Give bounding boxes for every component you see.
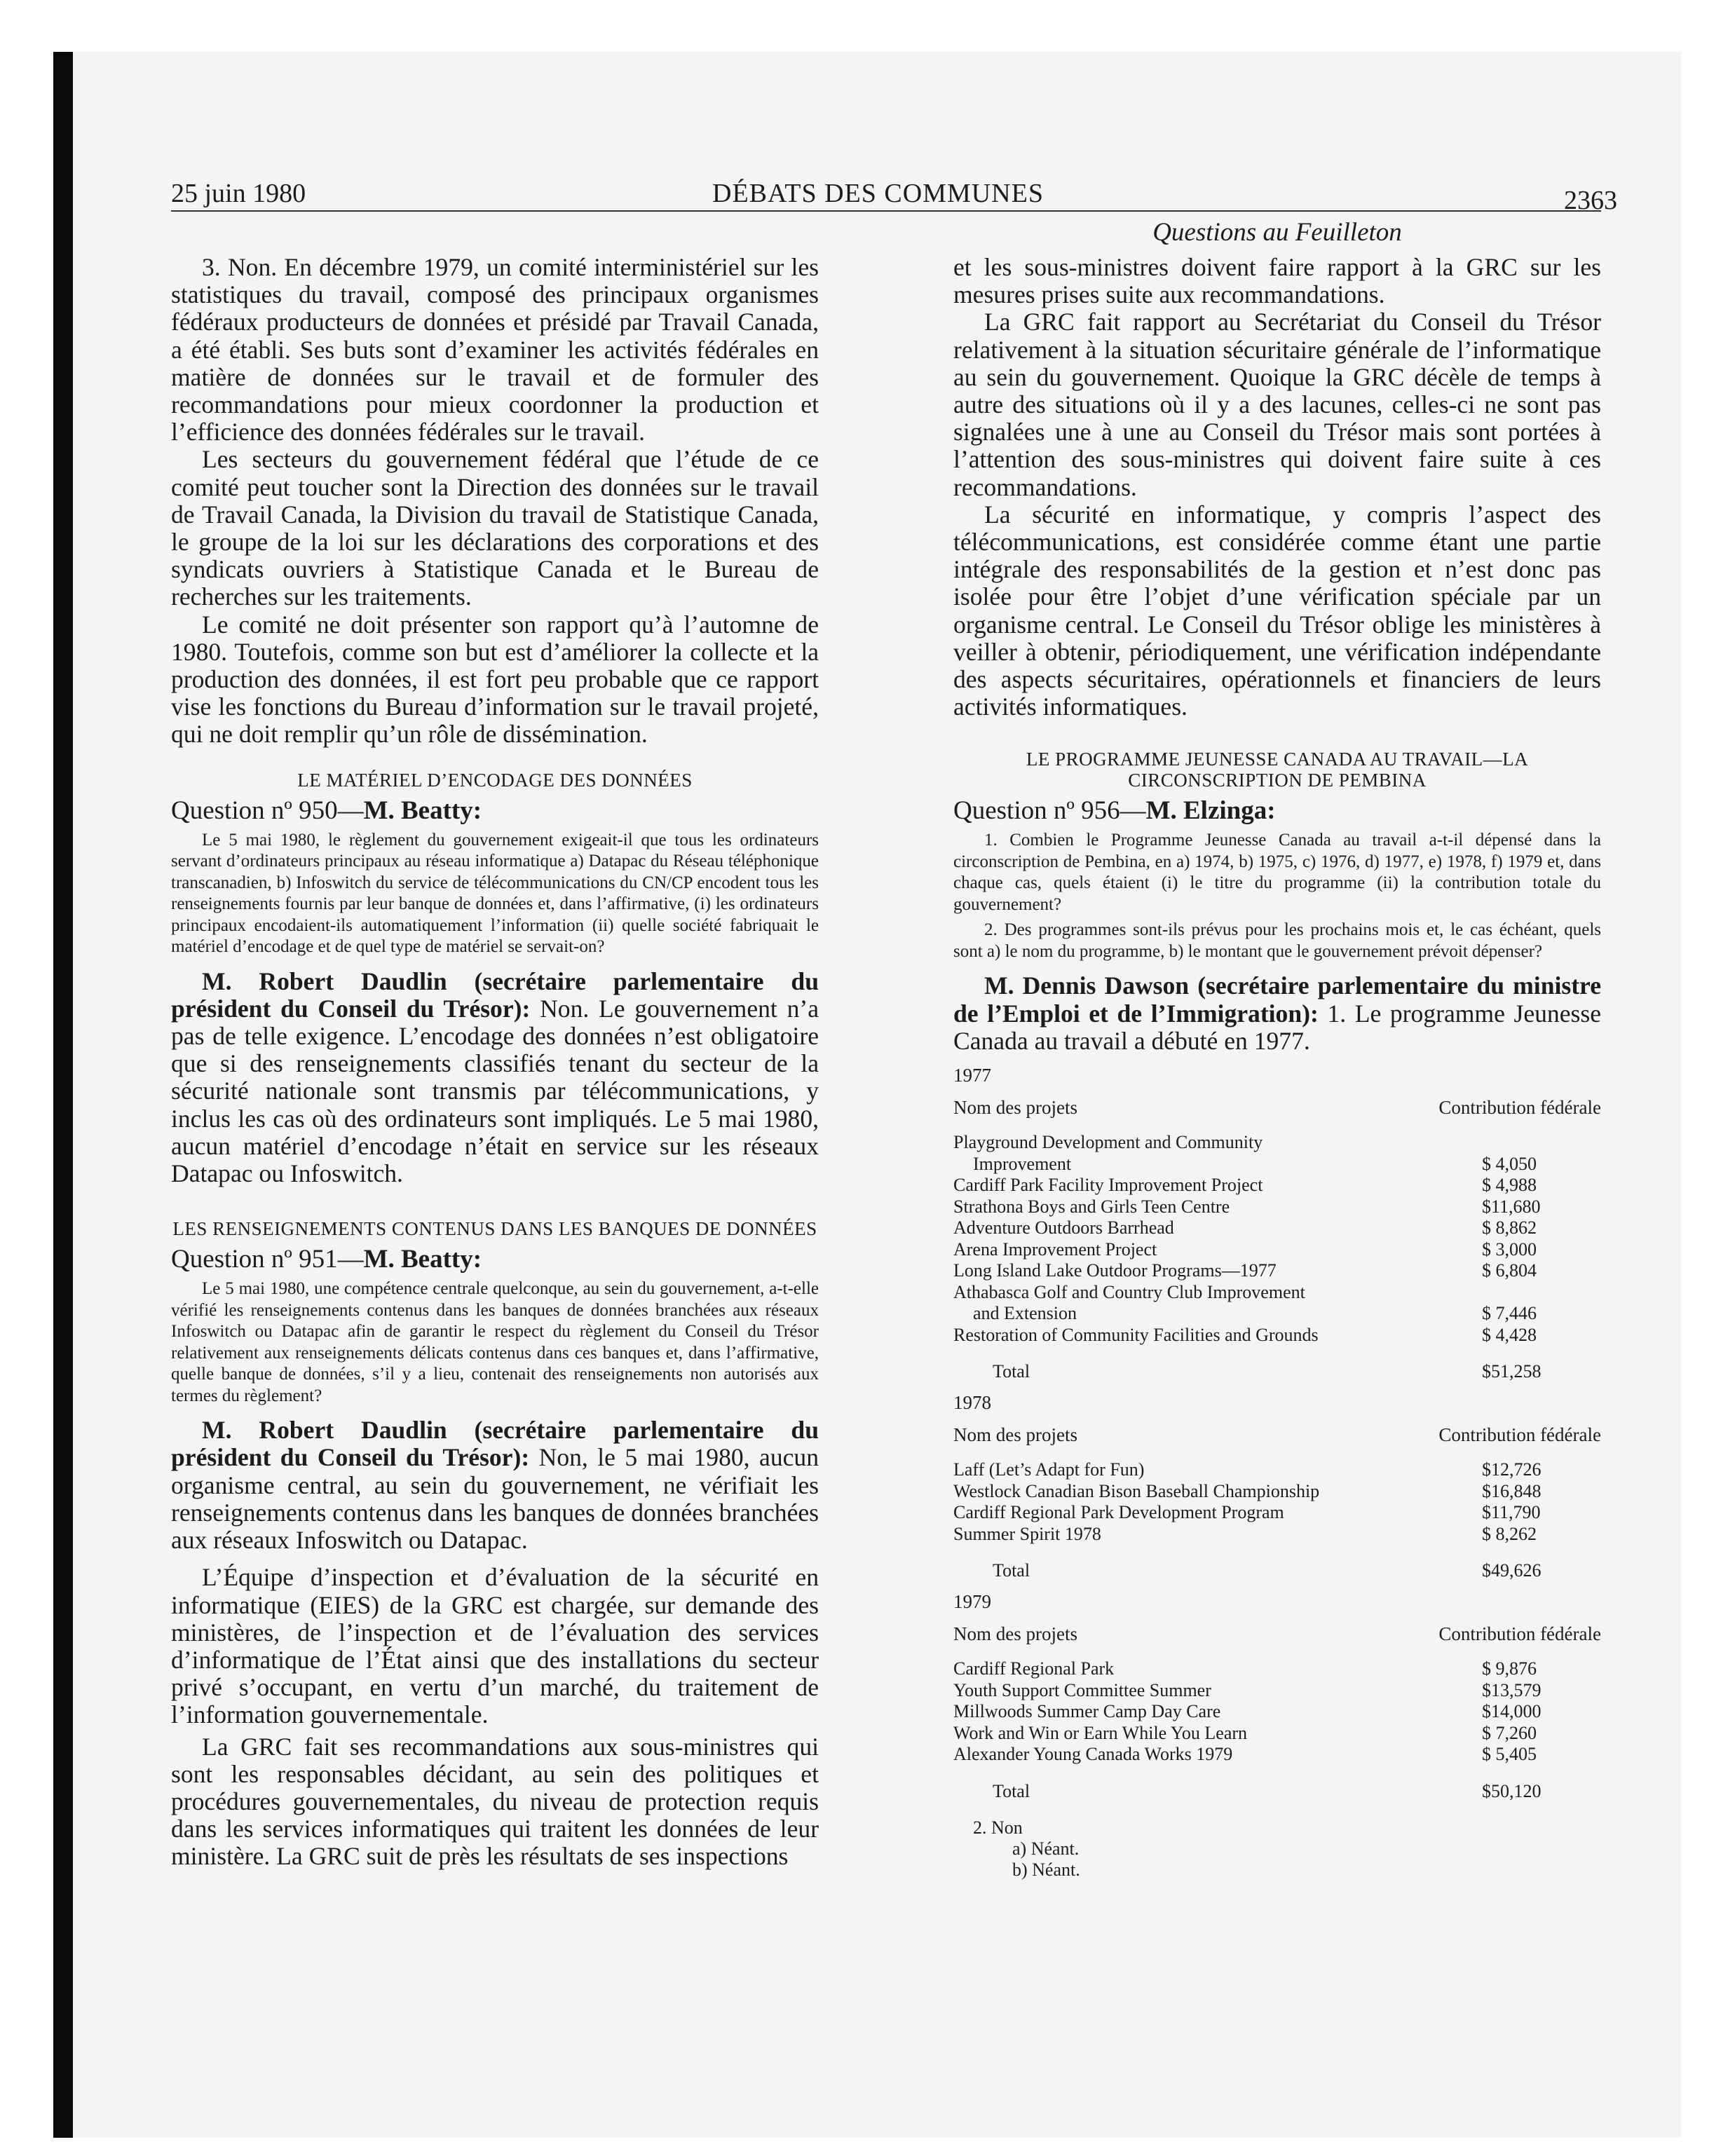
- table-row: [953, 1282, 1601, 1304]
- table-row: [953, 1680, 1601, 1702]
- table-body: [953, 1132, 1601, 1346]
- project-contribution: $ 5,405: [1482, 1744, 1537, 1765]
- project-name: Adventure Outdoors Barrhead: [953, 1217, 1174, 1239]
- total-value: $49,626: [1482, 1560, 1542, 1581]
- project-name: Alexander Young Canada Works 1979: [953, 1744, 1233, 1765]
- table-total-row: [953, 1781, 1601, 1802]
- table-header: [953, 1097, 1601, 1118]
- paragraph: La GRC fait rapport au Secrétariat du Conseil du Trésor relativement à la situation sécuritaire générale de l’informatique au sein du gouvernement. Quoique la GRC décèle de temps à autre des situations où il y a des lacunes, celles-ci ne sont pas signalées une à une au Conseil du Trésor mais sont portées à l’attention des sous-ministres qui doivent faire suite à ces recommandations.: [953, 308, 1601, 501]
- total-value: $50,120: [1482, 1780, 1542, 1801]
- table-row: [953, 1303, 1601, 1325]
- project-name: Millwoods Summer Camp Day Care: [953, 1701, 1221, 1722]
- table-row: [953, 1175, 1601, 1196]
- project-name: Long Island Lake Outdoor Programs—1977: [953, 1260, 1277, 1281]
- question-number: Question nº 956—: [953, 796, 1146, 826]
- speaker-name: M. Dennis Dawson (secrétaire parlementaire du ministre de l’Emploi et de l’Immigration):: [953, 971, 1601, 1028]
- table-total-row: [953, 1560, 1601, 1581]
- answer-paragraph: [171, 1417, 819, 1554]
- table-row: [953, 1658, 1601, 1680]
- section-heading: LE PROGRAMME JEUNESSE CANADA AU TRAVAIL—LA CIRCONSCRIPTION DE PEMBINA: [1026, 749, 1529, 791]
- project-name: Westlock Canadian Bison Baseball Championship: [953, 1480, 1320, 1501]
- question-line: [171, 1245, 819, 1274]
- column-header-value: Contribution fédérale: [1438, 1623, 1601, 1645]
- question-number: Question nº 951—: [171, 1245, 364, 1274]
- project-name: and Extension: [973, 1303, 1077, 1324]
- left-column: [171, 254, 819, 1871]
- question-author: M. Elzinga:: [1145, 796, 1276, 826]
- paragraph: La sécurité en informatique, y compris l’aspect des télécommunications, est considérée comme étant une partie intégrale des responsabilités de la gestion et n’est donc pas isolée pour être l’objet d’une vérification spéciale par un organisme central. Le Conseil du Trésor oblige les ministères à veiller à obtenir, périodiquement, une vérification indépendante des aspects sécuritaires, opérationnels et financiers de leurs activités informatiques.: [953, 500, 1601, 721]
- project-contribution: $ 4,988: [1482, 1175, 1537, 1196]
- section-subtitle: Questions au Feuilleton: [1152, 218, 1402, 247]
- total-label: Total: [993, 1361, 1030, 1382]
- total-value: $51,258: [1482, 1361, 1542, 1382]
- table-row: [953, 1325, 1601, 1346]
- project-contribution: $ 9,876: [1482, 1658, 1537, 1679]
- table-header: [953, 1623, 1601, 1644]
- table-row: [953, 1502, 1601, 1524]
- table-row: [953, 1744, 1601, 1766]
- speaker-name: M. Robert Daudlin (secrétaire parlementaire du président du Conseil du Trésor):: [171, 1416, 819, 1472]
- column-header-value: Contribution fédérale: [1438, 1424, 1601, 1446]
- table-year: 1978: [953, 1392, 991, 1414]
- project-name: Strathona Boys and Girls Teen Centre: [953, 1196, 1230, 1217]
- table-year: 1977: [953, 1065, 991, 1086]
- total-label: Total: [993, 1560, 1030, 1581]
- table-row: [953, 1481, 1601, 1503]
- table-header: [953, 1424, 1601, 1445]
- scanned-page: [53, 52, 1681, 2138]
- project-contribution: $11,680: [1482, 1196, 1541, 1217]
- answer-text: Non, le 5 mai 1980, aucun organisme central, au sein du gouvernement, ne vérifiait les renseignements contenus dans les banques de données branchées aux réseaux Infoswitch ou Datapac.: [171, 1443, 819, 1555]
- answer-2: 2. Non: [973, 1817, 1023, 1838]
- column-header-name: Nom des projets: [953, 1623, 1077, 1645]
- project-contribution: $ 4,050: [1482, 1153, 1537, 1174]
- question-text: Le 5 mai 1980, le règlement du gouvernement exigeait-il que tous les ordinateurs servant d’ordinateurs principaux au réseau informatique a) Datapac du Réseau téléphonique transcanadien, b) Infoswitch du service de télécommunications du CN/CP encodent tous les renseignements fournis par leur banque de données et, dans l’affirmative, (i) les ordinateurs principaux encodaient-ils automatiquement l’information (ii) quelle société fabriquait le matériel d’encodage et de quel type de matériel se servait-on?: [171, 830, 819, 957]
- question-line: [953, 796, 1601, 826]
- contribution-tables: [953, 1065, 1601, 1802]
- project-contribution: $ 3,000: [1482, 1239, 1537, 1260]
- project-contribution: $ 7,260: [1482, 1722, 1537, 1743]
- table-row: [953, 1723, 1601, 1745]
- project-name: Playground Development and Community: [953, 1132, 1263, 1153]
- answer-paragraph: [953, 972, 1601, 1055]
- total-label: Total: [993, 1780, 1030, 1801]
- project-contribution: [1482, 1132, 1601, 1154]
- project-contribution: $13,579: [1482, 1679, 1542, 1700]
- right-column: [953, 254, 1601, 1881]
- answer-paragraph: [171, 968, 819, 1188]
- paragraph: L’Équipe d’inspection et d’évaluation de la sécurité en informatique (EIES) de la GRC est chargée, sur demande des ministères, de l’inspection et de l’évaluation des services d’informatique de l’État ainsi que des installations du secteur privé s’occupant, en vertu d’un marché, du traitement de l’information gouvernementale.: [171, 1563, 819, 1729]
- project-name: Restoration of Community Facilities and Grounds: [953, 1324, 1319, 1345]
- question-line: [171, 796, 819, 826]
- question-author: M. Beatty:: [363, 1245, 482, 1274]
- question-text: 1. Combien le Programme Jeunesse Canada au travail a-t-il dépensé dans la circonscription de Pembina, en a) 1974, b) 1975, c) 1976, d) 1977, e) 1978, f) 1979 et, dans chaque cas, quels étaient (i) le titre du programme (ii) la contribution totale du gouvernement?: [953, 831, 1601, 914]
- answer-2b: b) Néant.: [1012, 1859, 1080, 1880]
- page-number: 2363: [1564, 186, 1617, 215]
- table-row: [953, 1154, 1601, 1175]
- project-name: Cardiff Park Facility Improvement Project: [953, 1175, 1263, 1196]
- paragraph: Les secteurs du gouvernement fédéral que l’étude de ce comité peut toucher sont la Direction des données sur le travail de Travail Canada, la Division du travail de Statistique Canada, le groupe de la loi sur les déclarations des corporations et des syndicats ouvriers à Statistique Canada et le Bureau de recherches sur les traitements.: [171, 445, 819, 611]
- project-name: Work and Win or Earn While You Learn: [953, 1722, 1248, 1743]
- project-name: Athabasca Golf and Country Club Improvement: [953, 1281, 1305, 1302]
- speaker-name: M. Robert Daudlin (secrétaire parlementaire du président du Conseil du Trésor):: [171, 967, 819, 1023]
- project-contribution: $ 6,804: [1482, 1260, 1537, 1281]
- table-row: [953, 1459, 1601, 1481]
- project-name: Arena Improvement Project: [953, 1239, 1157, 1260]
- table-row: [953, 1701, 1601, 1723]
- answer-2a: a) Néant.: [1012, 1838, 1080, 1859]
- project-name: Improvement: [973, 1153, 1072, 1174]
- table-row: [953, 1196, 1601, 1218]
- project-name: Cardiff Regional Park Development Program: [953, 1502, 1284, 1523]
- project-contribution: $ 7,446: [1482, 1303, 1537, 1324]
- table-row: [953, 1524, 1601, 1546]
- paragraph: et les sous-ministres doivent faire rapport à la GRC sur les mesures prises suite aux recommandations.: [953, 253, 1601, 309]
- header-title: DÉBATS DES COMMUNES: [712, 179, 1044, 208]
- table-year: 1979: [953, 1591, 991, 1613]
- project-contribution: $16,848: [1482, 1480, 1542, 1501]
- table-total-row: [953, 1361, 1601, 1382]
- table-row: [953, 1217, 1601, 1239]
- paragraph: 3. Non. En décembre 1979, un comité interministériel sur les statistiques du travail, composé des principaux organismes fédéraux producteurs de données et présidé par Travail Canada, a été établi. Ses buts sont d’examiner les activités fédérales en matière de données sur le travail et de formuler des recommandations pour mieux coordonner la production et l’efficience des données fédérales sur le travail.: [171, 253, 819, 446]
- project-contribution: $ 8,862: [1482, 1217, 1537, 1239]
- project-name: Summer Spirit 1978: [953, 1523, 1101, 1544]
- question-author: M. Beatty:: [363, 796, 482, 825]
- project-name: Laff (Let’s Adapt for Fun): [953, 1459, 1145, 1480]
- paragraph: La GRC fait ses recommandations aux sous-ministres qui sont les responsables décidant, au sein des politiques et procédures gouvernementales, du niveau de protection requis dans les services informatiques qui traitent les données de leur ministère. La GRC suit de près les résultats de ses inspections: [171, 1732, 819, 1871]
- table-body: [953, 1459, 1601, 1545]
- project-contribution: $14,000: [1482, 1701, 1542, 1722]
- answer-text: Non. Le gouvernement n’a pas de telle exigence. L’encodage des données n’est obligatoire que si des renseignements classifiés tenant du secteur de la sécurité nationale sont transmis par télécommunications, y inclus les cas où des ordinateurs sont impliqués. Le 5 mai 1980, aucun matériel d’encodage n’était en service sur les réseaux Datapac ou Infoswitch.: [171, 994, 819, 1188]
- project-contribution: $12,726: [1482, 1459, 1542, 1480]
- table-row: [953, 1239, 1601, 1261]
- project-contribution: $ 4,428: [1482, 1324, 1537, 1345]
- table-body: [953, 1658, 1601, 1766]
- project-contribution: $11,790: [1482, 1502, 1541, 1523]
- column-header-value: Contribution fédérale: [1438, 1097, 1601, 1119]
- section-heading: LE MATÉRIEL D’ENCODAGE DES DONNÉES: [297, 769, 693, 791]
- section-heading: LES RENSEIGNEMENTS CONTENUS DANS LES BANQUES DE DONNÉES: [172, 1218, 817, 1240]
- table-row: [953, 1260, 1601, 1282]
- table-row: [953, 1132, 1601, 1154]
- project-name: Youth Support Committee Summer: [953, 1679, 1211, 1700]
- question-text: 2. Des programmes sont-ils prévus pour les prochains mois et, le cas échéant, quels sont a) le nom du programme, b) le montant que le gouvernement prévoit dépenser?: [953, 920, 1601, 961]
- project-contribution: $ 8,262: [1482, 1523, 1537, 1544]
- project-contribution: [1482, 1282, 1601, 1304]
- question-text: Le 5 mai 1980, une compétence centrale quelconque, au sein du gouvernement, a-t-elle vérifié les renseignements contenus dans les banques de données branchées aux réseaux Infoswitch ou Datapac afin de garantir le respect du règlement du Conseil du Trésor relativement aux renseignements délicats contenus dans ces banques et, dans l’affirmative, quelle banque de données, s’il y a lieu, contenait des renseignements non autorisés aux termes du règlement?: [171, 1279, 819, 1405]
- question-number: Question nº 950—: [171, 796, 364, 825]
- answer-text: 1. Le programme Jeunesse Canada au travail a débuté en 1977.: [953, 999, 1601, 1055]
- scan-border: [53, 52, 73, 2138]
- paragraph: Le comité ne doit présenter son rapport qu’à l’automne de 1980. Toutefois, comme son but est d’améliorer la collecte et la production des données, il est fort peu probable que ce rapport vise les fonctions du Bureau d’information sur le travail projeté, qui ne doit remplir qu’un rôle de dissémination.: [171, 610, 819, 749]
- column-header-name: Nom des projets: [953, 1424, 1077, 1446]
- project-name: Cardiff Regional Park: [953, 1658, 1115, 1679]
- header-rule: [171, 210, 1601, 212]
- header-date: 25 juin 1980: [171, 179, 306, 208]
- column-header-name: Nom des projets: [953, 1097, 1077, 1119]
